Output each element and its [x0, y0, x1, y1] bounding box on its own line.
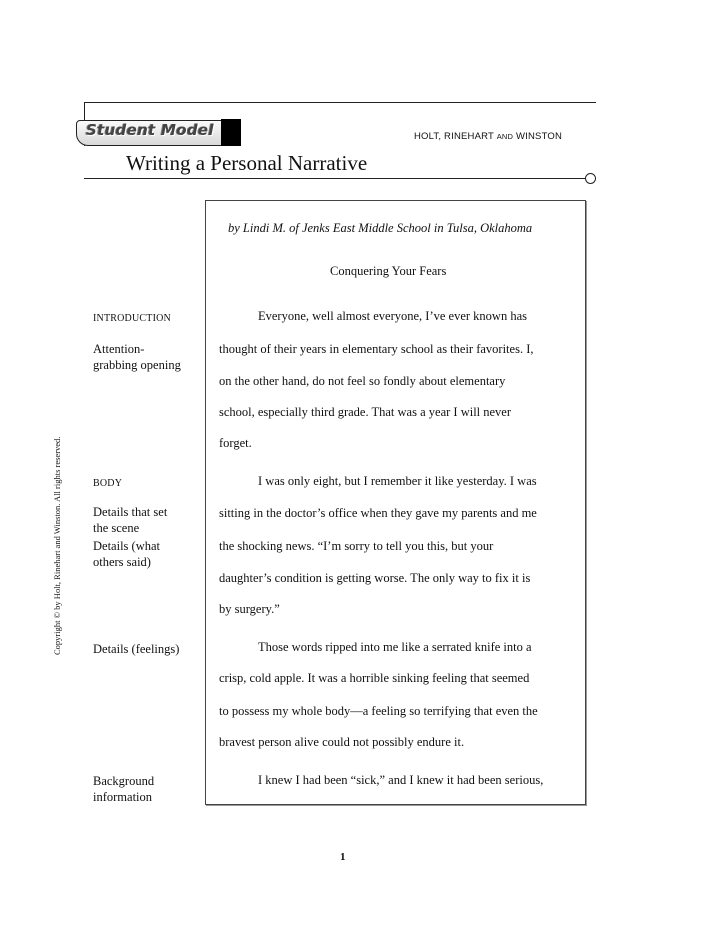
header-frame-bottom [84, 178, 586, 179]
essay-line: by surgery.” [219, 602, 280, 616]
margin-note-others-said: Details (what others said) [93, 539, 160, 569]
essay-byline: by Lindi M. of Jenks East Middle School in Tulsa, Oklahoma [228, 221, 533, 235]
essay-line: to possess my whole body—a feeling so terrifying that even the [219, 704, 538, 718]
badge-black-block [221, 119, 241, 146]
essay-line: I was only eight, but I remember it like yesterday. I was [258, 474, 537, 488]
essay-line: crisp, cold apple. It was a horrible sinking feeling that seemed [219, 671, 530, 685]
publisher-part-1: HOLT, RINEHART [414, 131, 497, 142]
copyright-notice: Copyright © by Holt, Rinehart and Winston. All rights reserved. [52, 436, 62, 655]
header-frame-top [84, 102, 596, 103]
essay-line: Everyone, well almost everyone, I’ve ever known has [258, 309, 528, 323]
margin-note-background: Background information [93, 774, 155, 804]
margin-note-body: BODY [93, 478, 123, 489]
margin-note-feelings: Details (feelings) [93, 642, 180, 656]
essay-line: bravest person alive could not possibly endure it. [219, 735, 465, 749]
essay-line: school, especially third grade. That was a year I will never [219, 405, 512, 419]
publisher-part-2: WINSTON [513, 131, 563, 142]
publisher-name [414, 131, 562, 142]
page-title: Writing a Personal Narrative [126, 151, 368, 175]
essay-line: daughter’s condition is getting worse. The only way to fix it is [219, 571, 531, 585]
margin-note-introduction: INTRODUCTION [93, 313, 171, 324]
essay-line: on the other hand, do not feel so fondly about elementary [219, 374, 506, 388]
essay-line: I knew I had been “sick,” and I knew it had been serious, [258, 773, 544, 787]
essay-title: Conquering Your Fears [330, 264, 447, 278]
header-frame-circle [585, 173, 596, 184]
essay-line: thought of their years in elementary school as their favorites. I, [219, 342, 534, 356]
page-number: 1 [340, 851, 346, 863]
publisher-and: AND [496, 132, 514, 141]
essay-line: the shocking news. “I’m sorry to tell you this, but your [219, 539, 494, 553]
essay-line: forget. [219, 436, 252, 450]
badge-label: Student Model [86, 121, 214, 139]
essay-line: Those words ripped into me like a serrated knife into a [258, 640, 532, 654]
margin-note-attention: Attention- grabbing opening [93, 342, 181, 372]
margin-note-scene: Details that set the scene [93, 505, 168, 535]
essay-line: sitting in the doctor’s office when they gave my parents and me [219, 506, 537, 520]
student-model-badge [76, 120, 240, 146]
